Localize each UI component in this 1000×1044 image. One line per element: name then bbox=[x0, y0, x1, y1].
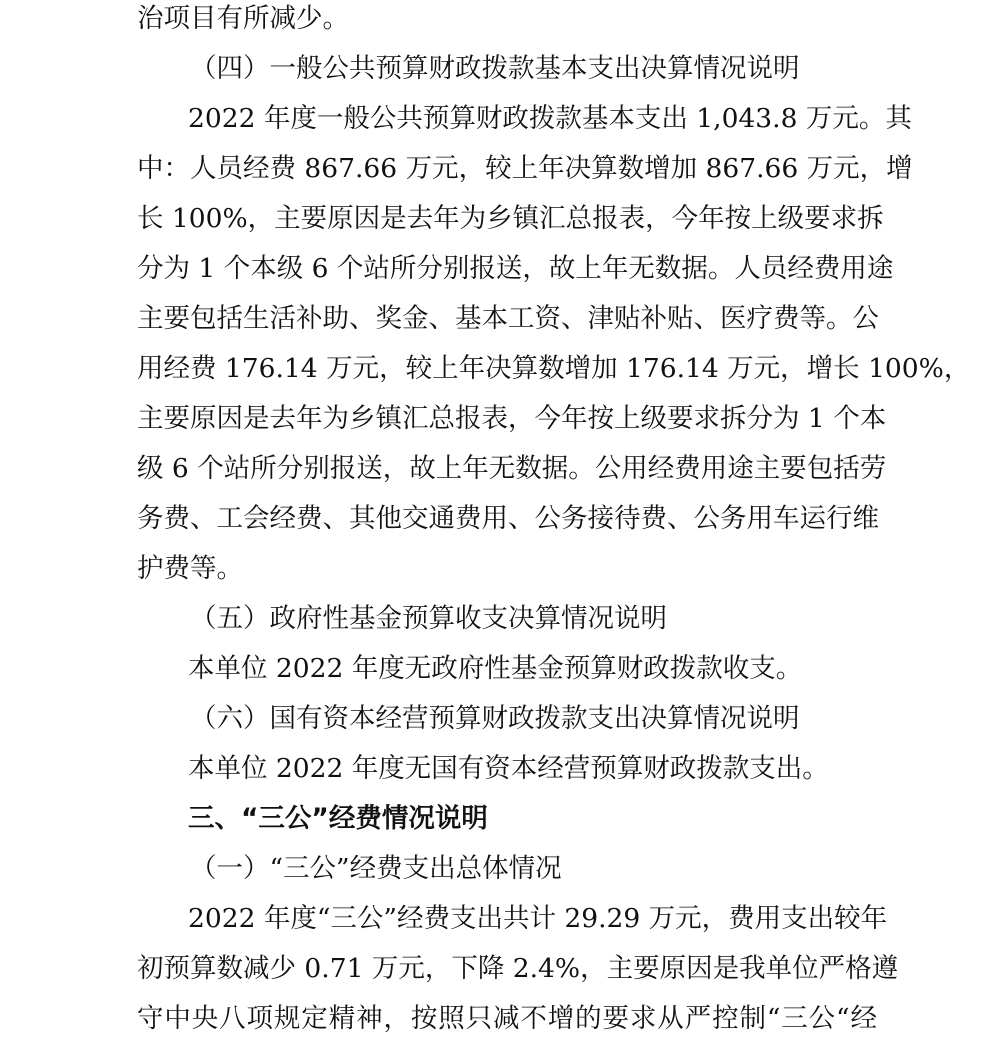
chapter-heading: 三、“三公”经费情况说明 bbox=[188, 803, 488, 834]
section-heading: （一）“三公”经费支出总体情况 bbox=[190, 853, 562, 884]
paragraph-line: 长 100%，主要原因是去年为乡镇汇总报表，今年按上级要求拆 bbox=[137, 203, 884, 234]
paragraph-line: 级 6 个站所分别报送，故上年无数据。公用经费用途主要包括劳 bbox=[137, 453, 887, 484]
paragraph-line: 分为 1 个本级 6 个站所分别报送，故上年无数据。人员经费用途 bbox=[137, 253, 894, 284]
paragraph-line: 初预算数减少 0.71 万元，下降 2.4%，主要原因是我单位严格遵 bbox=[137, 953, 899, 984]
paragraph-line: 2022 年度“三公”经费支出共计 29.29 万元，费用支出较年 bbox=[188, 903, 888, 934]
paragraph-line: 用经费 176.14 万元，较上年决算数增加 176.14 万元，增长 100%， bbox=[137, 353, 971, 384]
paragraph-line: 中：人员经费 867.66 万元，较上年决算数增加 867.66 万元，增 bbox=[137, 153, 913, 184]
section-heading: （六）国有资本经营预算财政拨款支出决算情况说明 bbox=[190, 703, 800, 734]
paragraph-line: 本单位 2022 年度无国有资本经营预算财政拨款支出。 bbox=[188, 753, 829, 784]
section-heading: （四）一般公共预算财政拨款基本支出决算情况说明 bbox=[190, 53, 800, 84]
paragraph-line: 务费、工会经费、其他交通费用、公务接待费、公务用车运行维 bbox=[137, 503, 879, 534]
paragraph-line: 主要原因是去年为乡镇汇总报表，今年按上级要求拆分为 1 个本 bbox=[137, 403, 887, 434]
paragraph-line: 2022 年度一般公共预算财政拨款基本支出 1,043.8 万元。其 bbox=[188, 103, 912, 134]
paragraph-line: 护费等。 bbox=[137, 553, 243, 584]
text-line: 治项目有所减少。 bbox=[137, 3, 349, 34]
paragraph-line: 本单位 2022 年度无政府性基金预算财政拨款收支。 bbox=[188, 653, 803, 684]
paragraph-line: 守中央八项规定精神，按照只减不增的要求从严控制“三公“经 bbox=[137, 1003, 877, 1034]
paragraph-line: 主要包括生活补助、奖金、基本工资、津贴补贴、医疗费等。公 bbox=[137, 303, 879, 334]
section-heading: （五）政府性基金预算收支决算情况说明 bbox=[190, 603, 667, 634]
